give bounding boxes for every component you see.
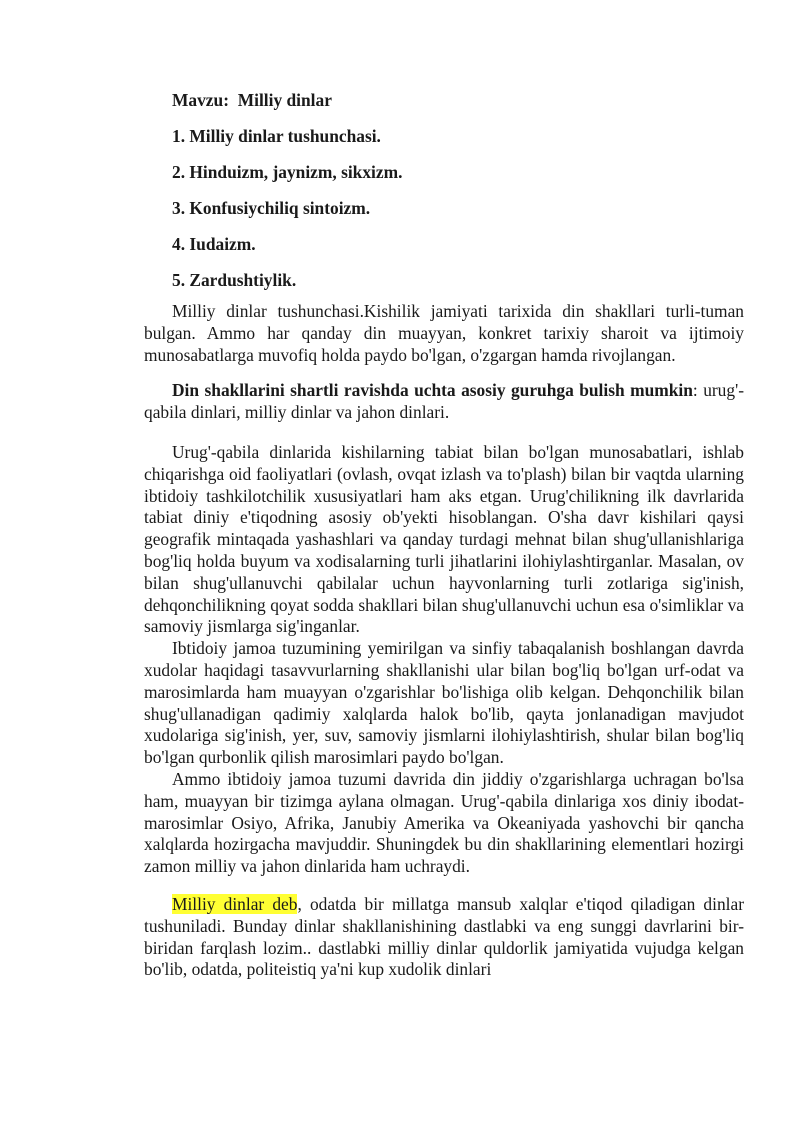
paragraph-tribal-religions: Urug'-qabila dinlarida kishilarning tabiat bilan bo'lgan munosabatlari, ishlab chiqarishga oid faoliyatlari (ovlash, ovqat izlash va to'plash) bilan bir vaqtda ularning ibtidoiy tashkilotchilik xususiyatlari ham aks etgan. Urug'chilikning ilk davrlarida tabiat diniy e'tiqodning asosiy ob'yekti hisoblangan. O'sha davr kishilari qaysi geografik mintaqada yashashlari va qanday turdagi mehnat bilan shug'ullanishlariga bog'liq holda buyum va xodisalarning turli jihatlarini ilohiylashtirganlar. Masalan, ov bilan shug'ullanuvchi qabilalar uchun hayvonlarning turli zotlariga sig'inish, dehqonchilikning qoyat sodda shakllari bilan shug'ullanuvchi uchun esa o'simliklar va samoviy jismlarga sig'inganlar. [144,441,744,637]
outline-item-1: 1. Milliy dinlar tushunchasi. [172,126,381,146]
highlighted-term: Milliy dinlar deb [172,893,298,914]
outline-item-4: 4. Iudaizm. [172,234,256,254]
outline-item-5: 5. Zardushtiylik. [172,270,297,290]
outline-item-2: 2. Hinduizm, jaynizm, sikxizm. [172,162,403,182]
paragraph-definition: Milliy dinlar tushunchasi.Kishilik jamiyati tarixida din shakllari turli-tuman bulgan. Ammo har qanday din muayyan, konkret tarixiy sharoit va ijtimoiy munosabatlarga muvofiq holda paydo bo'lgan, o'zgargan hamda rivojlangan. [144,301,744,365]
paragraph-primitive-community: Ibtidoiy jamoa tuzumining yemirilgan va sinfiy tabaqalanish boshlangan davrda xudolar haqidagi tasavvurlarning shakllanishi ular bilan bog'liq bo'lgan urf-odat va marosimlarda ham muayyan o'zgarishlar bo'lishiga olib kelgan. Dehqonchilik bilan shug'ullanadigan qadimiy xalqlarda halok bo'lib, qayta jonlanadigan mavjudot xudolariga sig'inish, yer, suv, samoviy jismlarni ilohiylashtirish, shular bilan bog'liq bo'lgan qurbonlik qilish marosimlari paydo bo'lgan. [144,638,744,768]
outline-item-3: 3. Konfusiychiliq sintoizm. [172,198,371,218]
religion-forms-bold: Din shakllarini shartli ravishda uchta asosiy guruhga bulish mumkin [172,380,693,401]
paragraph-religion-forms [144,380,744,424]
topic-label: Mavzu: [172,90,229,110]
paragraph-ritual-elements: Ammo ibtidoiy jamoa tuzumi davrida din jiddiy o'zgarishlarga uchragan bo'lsa ham, muayyan bir tizimga aylana olmagan. Urug'-qabila dinlariga xos diniy ibodat-marosimlar Osiyo, Afrika, Janubiy Amerika va Okeaniyada yashovchi bir qancha xalqlarda hozirgacha mavjuddir. Shuningdek bu din shakllarining elementlari hozirgi zamon milliy va jahon dinlarida ham uchraydi. [144,768,744,877]
national-religions-rest: , odatda bir millatga mansub xalqlar e'tiqod qiladigan dinlar tushuniladi. Bunday dinlar shakllanishining dastlabki va eng sunggi davrlarini bir-biridan farqlash lozim.. dastlabki milliy dinlar quldorlik jamiyatida vujudga kelgan bo'lib, odatda, politeistiq ya'ni kup xudolik dinlari [144,893,744,980]
topic-title: Milliy dinlar [237,90,332,110]
paragraph-national-religions [144,894,744,981]
religion-forms-rest: : urug'-qabila dinlari, milliy dinlar va jahon dinlari. [144,380,744,423]
topic-heading [144,89,744,111]
